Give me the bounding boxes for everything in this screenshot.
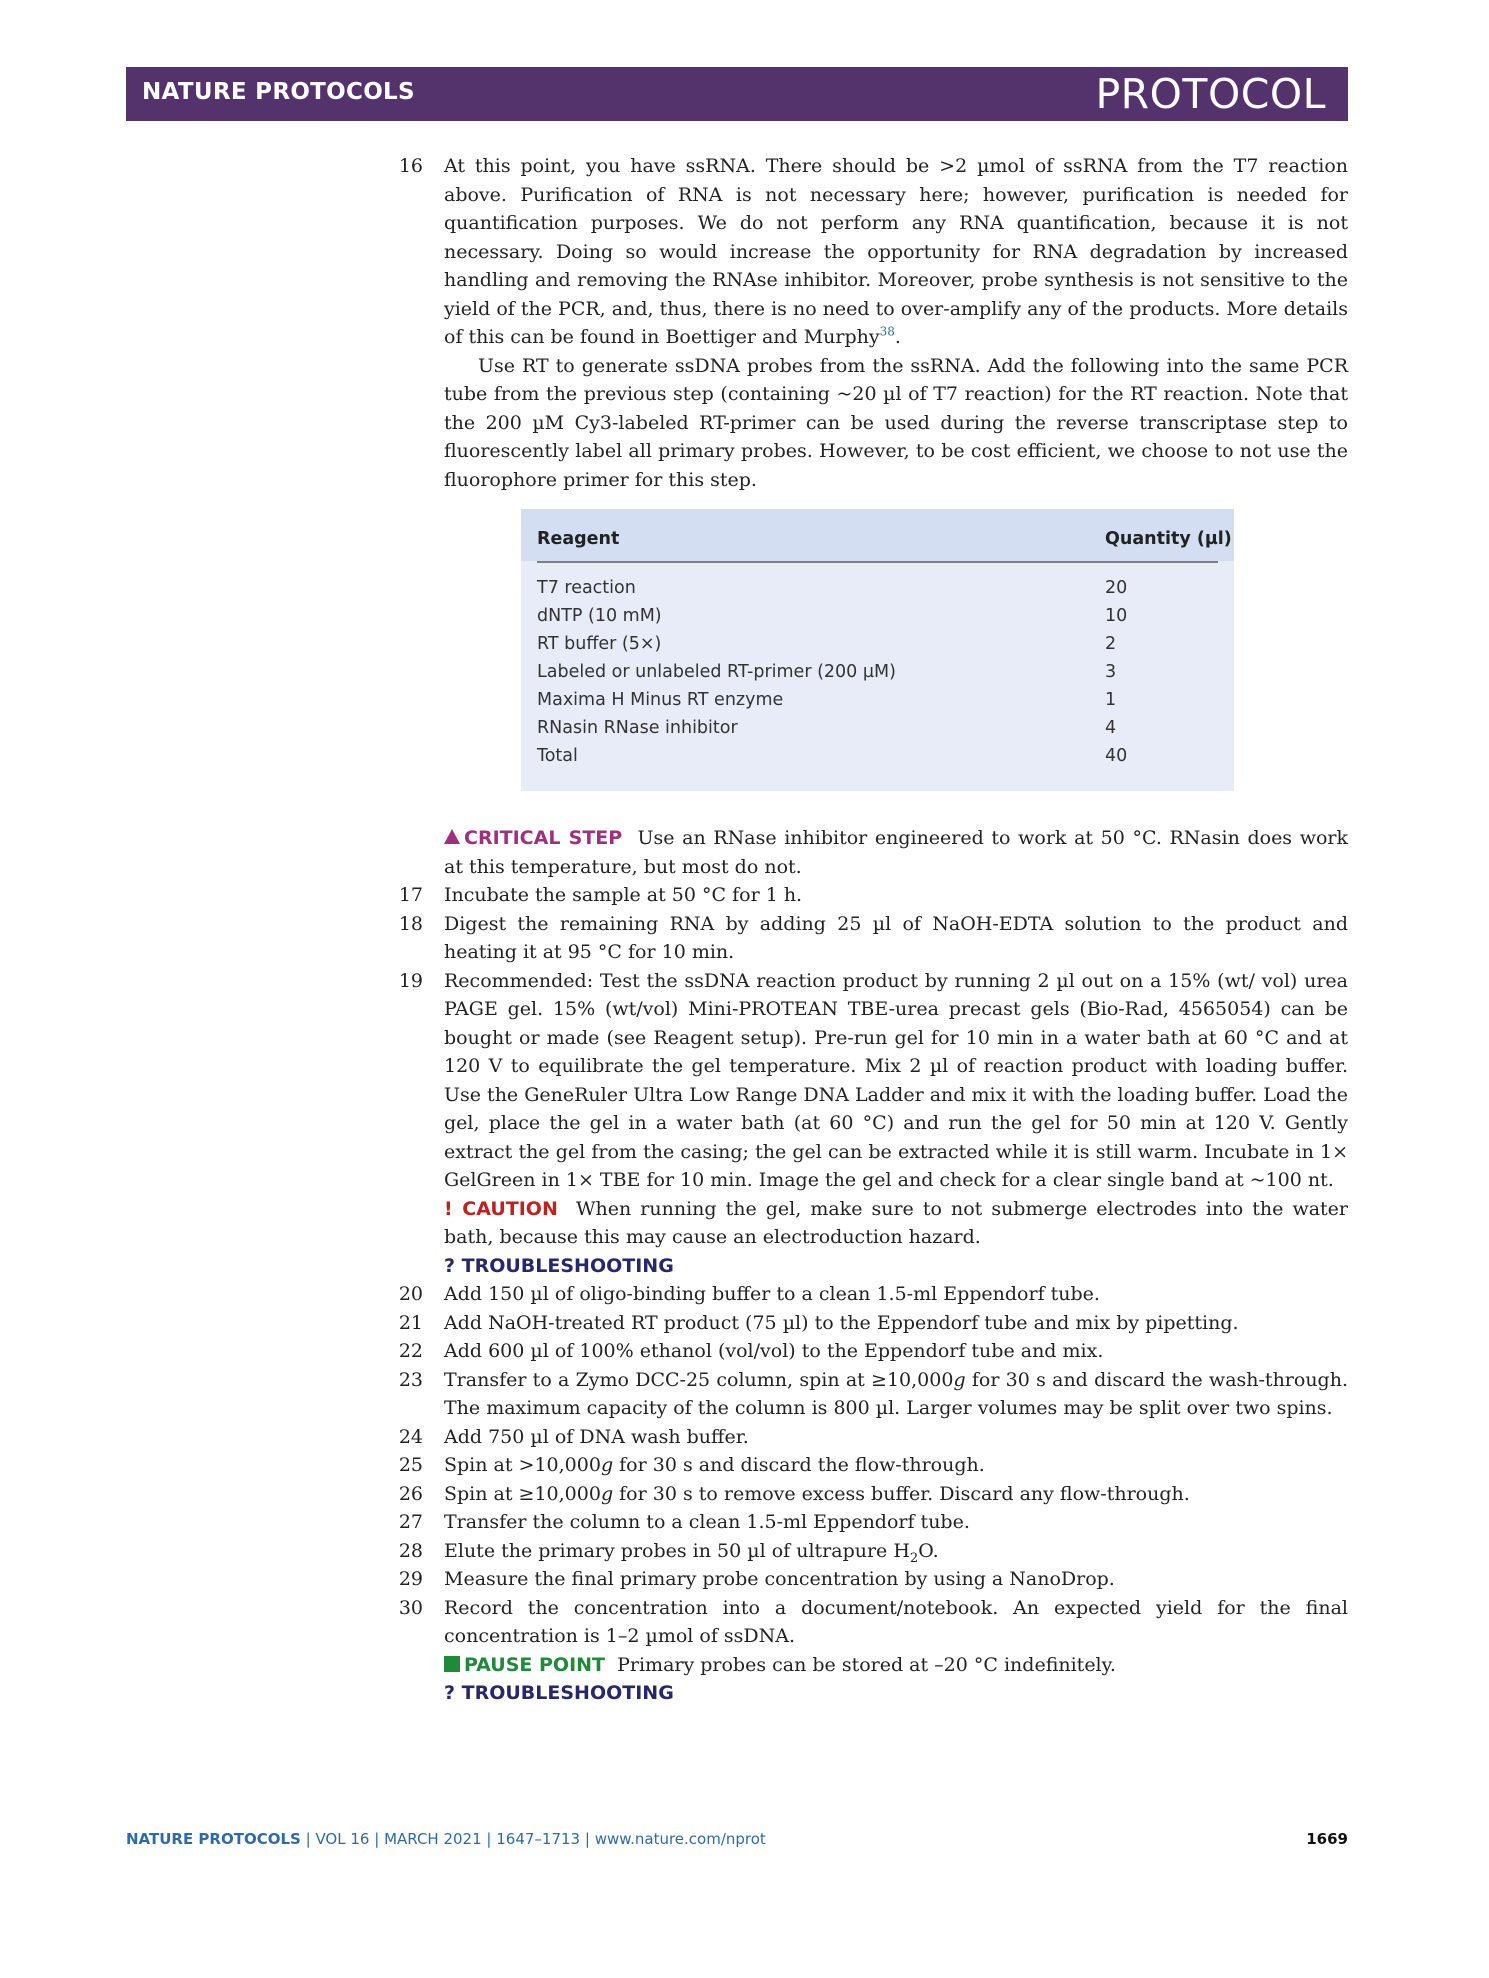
step-paragraph: Use RT to generate ssDNA probes from the ssRNA. Add the following into the same PCR tube from the previous step (containing ~20 µl of T7 reaction) for the RT reaction. Note that the 200 µM Cy3-labeled RT-primer can be used during the reverse transcriptase step to fluorescently label all primary probes. However, to be cost efficient, we choose to not use the fluorophore primer for this step. [444, 354, 1348, 491]
caution-note: ! CAUTION When running the gel, make sure to not submerge electrodes into the water bath, because this may cause an electroduction hazard. [444, 1197, 1348, 1248]
pause-point-note: PAUSE POINT Primary probes can be stored at –20 °C indefinitely. [444, 1651, 1348, 1680]
warning-triangle-icon [444, 829, 460, 844]
protocol-body [395, 152, 1348, 1708]
header-rule [537, 561, 1218, 563]
table-row: dNTP (10 mM) 10 [537, 606, 1128, 626]
journal-header-bar [126, 67, 1348, 121]
step-17: 17 Incubate the sample at 50 °C for 1 h. [398, 884, 803, 906]
caution-label: ! CAUTION [444, 1197, 558, 1220]
header-quantity: Quantity (µl) [1105, 529, 1232, 549]
page-footer: NATURE PROTOCOLS | VOL 16 | MARCH 2021 | 1647–1713 | www.nature.com/nprot 1669 [126, 1830, 1348, 1848]
step-28: 28 Elute the primary probes in 50 µl of ultrapure $H_2O$. [398, 1539, 939, 1566]
table-row: T7 reaction 20 [537, 578, 1128, 598]
troubleshooting-link[interactable]: ? TROUBLESHOOTING [444, 1254, 674, 1277]
step-text: At this point, you have ssRNA. There should be >2 µmol of ssRNA from the T7 reaction above. Purification of RNA is not necessary here; however, purification is needed for quantification purposes. We do not perform any RNA quantification, because it is not necessary. Doing so would increase the opportunity for RNA degradation by increased handling and removing the RNAse inhibitor. Moreover, probe synthesis is not sensitive to the yield of the PCR, and, thus, there is no need to over-amplify any of the products. More details of this can be found in Boettiger and Murphy$^{38}$. [444, 155, 1348, 348]
step-24: 24 Add 750 µl of DNA wash buffer. [398, 1425, 749, 1448]
page-number: 1669 [1306, 1830, 1348, 1848]
table-row: Total 40 [537, 746, 1128, 766]
step-number: 16 [398, 155, 423, 177]
footer-journal: NATURE PROTOCOLS [126, 1830, 301, 1848]
footer-pages: 1647–1713 [496, 1830, 581, 1848]
step-19: 19 Recommended: Test the ssDNA reaction product by running 2 µl out on a 15% (wt/ vol) urea PAGE gel. 15% (wt/vol) Mini-PROTEAN TBE-urea precast gels (Bio-Rad, 4565054) can be bought or made (see Reagent setup). Pre-run gel for 10 min in a water bath at 60 °C and at 120 V to equilibrate the gel temperature. Mix 2 µl of reaction product with loading buffer. Use the GeneRuler Ultra Low Range DNA Ladder and mix it with the loading buffer. Load the gel, place the gel in a water bath (at 60 °C) and run the gel for 50 min at 120 V. Gently extract the gel from the casing; the gel can be extracted while it is still warm. Incubate in 1× GelGreen in 1× TBE for 10 min. Image the gel and check for a clear single band at ~100 nt. ! CAUTION When running the gel, make sure to not submerge electrodes into the water bath, because this may cause an electroduction hazard. ? TROUBLESHOOTING [395, 967, 1348, 1281]
table-row: RT buffer (5×) 2 [537, 634, 1117, 654]
journal-name: NATURE PROTOCOLS [142, 79, 415, 105]
critical-step-label: CRITICAL STEP [464, 827, 623, 849]
table-header [521, 509, 1234, 561]
header-reagent: Reagent [537, 529, 620, 549]
table-row: Labeled or unlabeled RT-primer (200 µM) 3 [537, 662, 1117, 682]
step-18: 18 Digest the remaining RNA by adding 25 µl of NaOH-EDTA solution to the product and heating it at 95 °C for 10 min. [398, 912, 1348, 963]
citation-link[interactable]: 38 [879, 324, 895, 339]
table-row: RNasin RNase inhibitor 4 [537, 718, 1117, 738]
step-30: 30 Record the concentration into a document/notebook. An expected yield for the final concentration is 1–2 µmol of ssDNA. PAUSE POINT Primary probes can be stored at –20 °C indefinitely. ? TROUBLESHOOTING [395, 1594, 1348, 1708]
step-27: 27 Transfer the column to a clean 1.5-ml Eppendorf tube. [398, 1511, 970, 1533]
step-26: 26 Spin at ≥10,000g for 30 s to remove excess buffer. Discard any flow-through. [398, 1482, 1190, 1505]
step-20: 20 Add 150 µl of oligo-binding buffer to a clean 1.5-ml Eppendorf tube. [398, 1283, 1100, 1305]
step-29: 29 Measure the final primary probe concentration by using a NanoDrop. [398, 1568, 1115, 1590]
footer-volume: VOL 16 [315, 1830, 370, 1848]
troubleshooting-link[interactable]: ? TROUBLESHOOTING [444, 1682, 674, 1704]
step-21: 21 Add NaOH-treated RT product (75 µl) to the Eppendorf tube and mix by pipetting. [398, 1311, 1239, 1334]
step-25: 25 Spin at >10,000g for 30 s and discard the flow-through. [398, 1454, 985, 1476]
step-22: 22 Add 600 µl of 100% ethanol (vol/vol) to the Eppendorf tube and mix. [398, 1340, 1104, 1362]
article-type: PROTOCOL [1095, 70, 1326, 118]
step-23: 23 Transfer to a Zymo DCC-25 column, spin at ≥10,000g for 30 s and discard the wash-through. The maximum capacity of the column is 800 µl. Larger volumes may be split over two spins. [398, 1368, 1348, 1419]
pause-square-icon [444, 1656, 460, 1672]
pause-point-label: PAUSE POINT [464, 1653, 606, 1676]
critical-step-note: CRITICAL STEP Use an RNase inhibitor engineered to work at 50 °C. RNasin does work at this temperature, but most do not. [444, 827, 1348, 878]
step-16 [395, 152, 1348, 881]
footer-date: MARCH 2021 [384, 1830, 482, 1848]
reagent-table [521, 509, 1234, 791]
footer-url-link[interactable]: www.nature.com/nprot [594, 1830, 766, 1848]
table-row: Maxima H Minus RT enzyme 1 [537, 690, 1117, 710]
